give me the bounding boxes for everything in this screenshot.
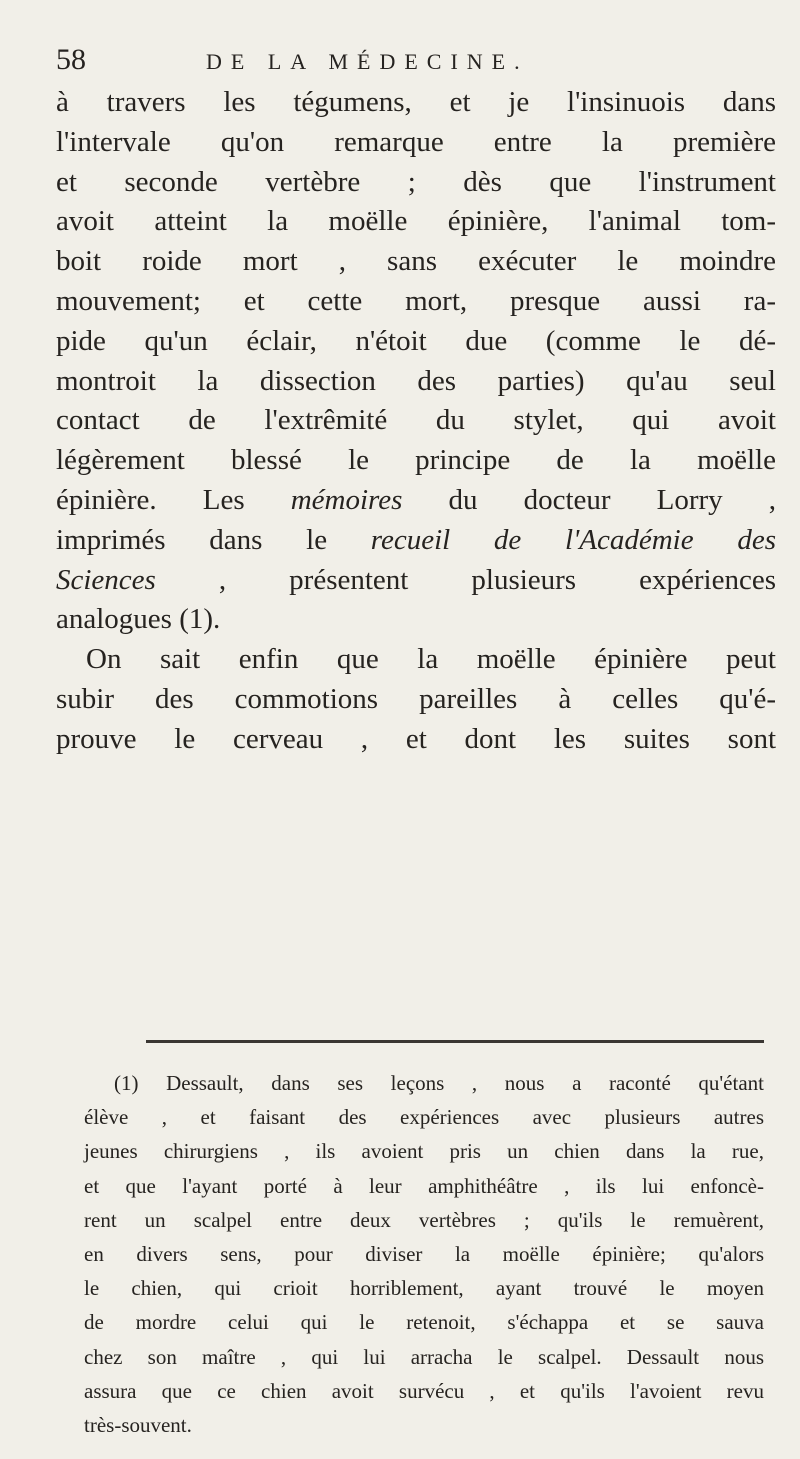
footnote-line: (1) Dessault, dans ses leçons , nous a raconté qu'étant [114, 1071, 764, 1095]
text-line: contact de l'extrêmité du stylet, qui avoit [56, 404, 776, 437]
footnote-line: jeunes chirurgiens , ils avoient pris un chien dans la rue, [84, 1139, 764, 1164]
text-run: imprimés dans le [56, 523, 371, 556]
footnote-line: chez son maître , qui lui arracha le scalpel. Dessault nous [84, 1344, 764, 1369]
text-line [56, 521, 776, 561]
text-line [56, 561, 776, 601]
text-line: prouve le cerveau , et dont les suites sont [56, 722, 776, 755]
footnote-line: le chien, qui crioit horriblement, ayant trouvé le moyen [84, 1276, 764, 1301]
running-head: DE LA MÉDECINE. [206, 49, 529, 74]
page-number: 58 [56, 43, 86, 76]
footnote-line: de mordre celui qui le retenoit, s'échappa et se sauva [84, 1310, 764, 1335]
footnote-line: en divers sens, pour diviser la moëlle épinière; qu'alors [84, 1242, 764, 1267]
text-line: et seconde vertèbre ; dès que l'instrument [56, 165, 776, 198]
text-line: subir des commotions pareilles à celles qu'é- [56, 682, 776, 715]
text-line: avoit atteint la moëlle épinière, l'animal tom- [56, 205, 776, 238]
text-line: analogues (1). [56, 603, 221, 636]
footnote-line: rent un scalpel entre deux vertèbres ; qu'ils le remuèrent, [84, 1207, 764, 1232]
text-line [56, 481, 776, 521]
footnote-line: assura que ce chien avoit survécu , et qu'ils l'avoient revu [84, 1378, 764, 1403]
footnote-line: et que l'ayant porté à leur amphithéâtre , ils lui enfoncè- [84, 1173, 764, 1198]
italic-title-recueil: recueil de l'Académie des [370, 523, 776, 556]
text-line: légèrement blessé le principe de la moëlle [56, 444, 776, 477]
footnote-rule [146, 1040, 764, 1043]
footnote [84, 1066, 764, 1442]
italic-title-memoires: mémoires [290, 483, 403, 516]
text-run: du docteur Lorry , [402, 483, 776, 516]
text-line: On sait enfin que la moëlle épinière peut [86, 643, 776, 676]
main-text [56, 83, 776, 760]
text-line: montroit la dissection des parties) qu'au seul [56, 364, 776, 397]
page-header [56, 40, 756, 80]
text-line: à travers les tégumens, et je l'insinuois dans [56, 86, 776, 118]
text-run: épinière. Les [56, 483, 291, 516]
footnote-line: élève , et faisant des expériences avec plusieurs autres [84, 1105, 764, 1130]
text-run: , présentent plusieurs expériences [155, 563, 776, 596]
text-line: l'intervale qu'on remarque entre la première [56, 125, 776, 158]
footnote-line: très-souvent. [84, 1413, 192, 1438]
text-line: mouvement; et cette mort, presque aussi ra- [56, 284, 776, 317]
italic-title-sciences: Sciences [56, 563, 156, 596]
text-line: pide qu'un éclair, n'étoit due (comme le dé- [56, 324, 776, 357]
text-line: boit roide mort , sans exécuter le moindre [56, 245, 776, 278]
